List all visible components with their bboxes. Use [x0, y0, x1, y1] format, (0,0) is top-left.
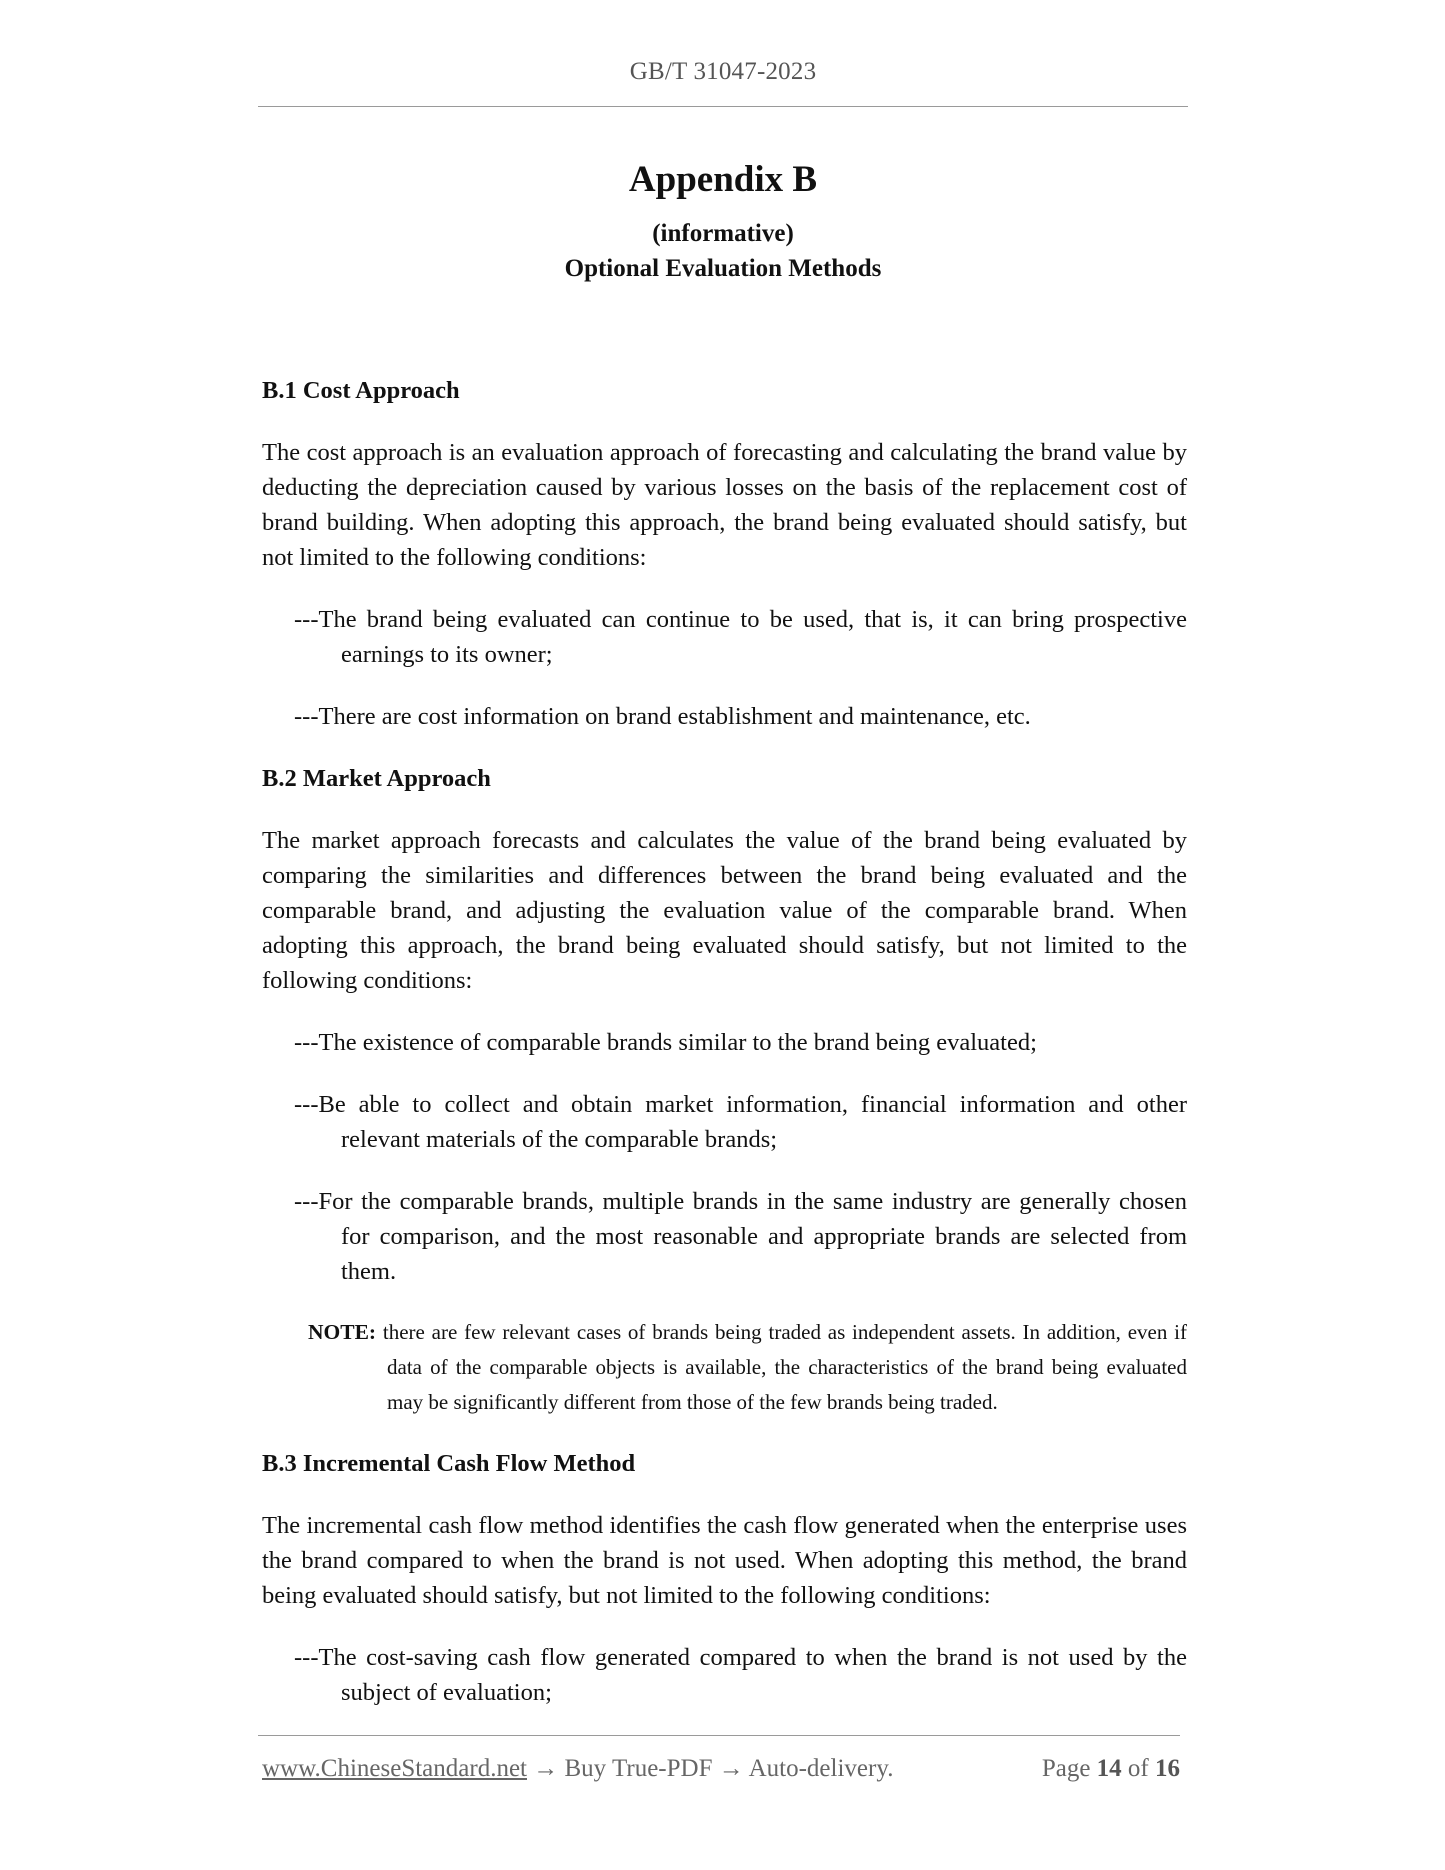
appendix-kind: (informative): [652, 220, 794, 247]
page-label: Page: [1041, 1755, 1091, 1782]
section-heading-b1: B.1 Cost Approach: [262, 377, 460, 404]
current-page: 14: [1096, 1755, 1122, 1782]
appendix-subtitle: Optional Evaluation Methods: [564, 255, 882, 282]
list-item: ---The brand being evaluated can continue to be used, that is, it can bring prospective earnings to its owner;: [294, 606, 1187, 668]
paragraph-b3: The incremental cash flow method identifies the cash flow generated when the enterprise uses the brand compared to when the brand is not used. When adopting this method, the brand being evaluated should satisfy, but not limited to the following conditions:: [262, 1512, 1187, 1609]
list-item: ---There are cost information on brand establishment and maintenance, etc.: [294, 703, 1031, 730]
note-label: NOTE:: [308, 1320, 377, 1344]
note-text: there are few relevant cases of brands being traded as independent assets. In addition, even if data of the comparable objects is available, the characteristics of the brand being evaluated may be significantly different from those of the few brands being traded.: [376, 1320, 1187, 1414]
list-item: ---The cost-saving cash flow generated compared to when the brand is not used by the subject of evaluation;: [294, 1644, 1187, 1706]
appendix-title: Appendix B: [628, 159, 818, 200]
header-divider: [258, 106, 1188, 107]
document-body: [262, 373, 1187, 1710]
of-label: of: [1127, 1755, 1149, 1782]
footer-divider: [258, 1735, 1180, 1736]
footer-purchase-text: → Buy True-PDF → Auto-delivery.: [527, 1755, 894, 1782]
website-link[interactable]: www.ChineseStandard.net: [262, 1755, 527, 1782]
section-heading-b3: B.3 Incremental Cash Flow Method: [262, 1450, 636, 1477]
note-b2: [262, 1315, 1187, 1420]
list-item: ---Be able to collect and obtain market information, financial information and other relevant materials of the comparable brands;: [294, 1091, 1187, 1153]
list-item: ---The existence of comparable brands similar to the brand being evaluated;: [294, 1029, 1037, 1056]
total-pages: 16: [1155, 1755, 1180, 1782]
section-heading-b2: B.2 Market Approach: [262, 765, 491, 792]
paragraph-b2: The market approach forecasts and calculates the value of the brand being evaluated by comparing the similarities and differences between the brand being evaluated and the comparable brand, and adjusting the evaluation value of the comparable brand. When adopting this approach, the brand being evaluated should satisfy, but not limited to the following conditions:: [262, 827, 1187, 994]
list-item: ---For the comparable brands, multiple brands in the same industry are generally chosen for comparison, and the most reasonable and appropriate brands are selected from them.: [294, 1188, 1187, 1285]
page-number: [1042, 1755, 1180, 1783]
document-code-header: GB/T 31047-2023: [629, 58, 817, 85]
paragraph-b1: The cost approach is an evaluation approach of forecasting and calculating the brand value by deducting the depreciation caused by various losses on the basis of the replacement cost of brand building. When adopting this approach, the brand being evaluated should satisfy, but not limited to the following conditions:: [262, 439, 1187, 571]
